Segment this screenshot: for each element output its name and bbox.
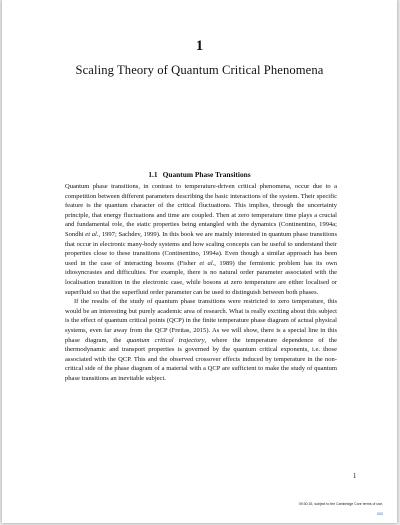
book-page bbox=[2, 0, 397, 523]
footer-note bbox=[299, 500, 383, 519]
body-text bbox=[65, 182, 337, 383]
chapter-number: 1 bbox=[195, 38, 204, 54]
page-number: 1 bbox=[353, 473, 357, 480]
chapter-title: Scaling Theory of Quantum Critical Phenomena bbox=[75, 63, 324, 77]
italic-text: et al. bbox=[85, 230, 99, 238]
footer-terms-text: 09:30:15, subject to the Cambridge Core terms of use, bbox=[298, 502, 383, 506]
paragraph-text: , 1997; Sachdev, 1999). In this book we are mainly interested in quantum phase transitions that occur in electronic many-body systems and how scaling concepts can be useful to understand their properties close to these transitions (Continentino, 1994a). Even though a similar approach has been used in the case of interacting bosons (Fisher bbox=[65, 230, 337, 267]
paragraph bbox=[65, 182, 337, 297]
footer-doi-link[interactable]: 002 bbox=[377, 511, 383, 516]
italic-text: et al. bbox=[199, 259, 215, 267]
italic-text: quantum critical trajectory bbox=[126, 336, 205, 344]
paragraph bbox=[65, 297, 337, 383]
paragraph-text: If the results of the study of quantum phase transitions were restricted to zero temperature, this would be an interesting but purely academic area of research. What is really exciting about this subject is the effect of quantum critical points (QCP) in the finite temperature phase diagram of actual physical systems, even far away from the QCP (Freitas, 2015). As we will show, there is a special line in this phase diagram, the bbox=[65, 298, 337, 344]
section-title: Quantum Phase Transitions bbox=[162, 170, 251, 179]
section-heading bbox=[2, 170, 397, 179]
paragraph-text: , 1989) the fermionic problem has its own idiosyncrasies and difficulties. For example, there is no natural order parameter associated with the localisation transition in the electronic case, while bosons at zero temperature are either localised or superfluid so that the superfluid order parameter can be used to distinguish between both phases. bbox=[65, 259, 337, 296]
paragraph-text: , where the temperature dependence of the thermodynamic and transport properties is governed by the quantum critical exponents, i.e. those associated with the QCP. This and the observed crossover effects induced by temperature in the non-critical side of the phase diagram of a material with a QCP are sufficient to make the study of quantum phase transitions an inevitable subject. bbox=[65, 336, 337, 382]
paragraph-text: Quantum phase transitions, in contrast to temperature-driven critical phenomena, occur due to a competition between different parameters describing the basic interactions of the system. Their specific feature is the quantum character of the critical fluctuations. This implies, through the uncertainty principle, that energy fluctuations and time are coupled. Then at zero temperature time plays a crucial and fundamental role, the static properties being entangled with the dynamics (Continentino, 1994a; Sondhi bbox=[65, 183, 337, 238]
section-number: 1.1 bbox=[148, 170, 158, 179]
